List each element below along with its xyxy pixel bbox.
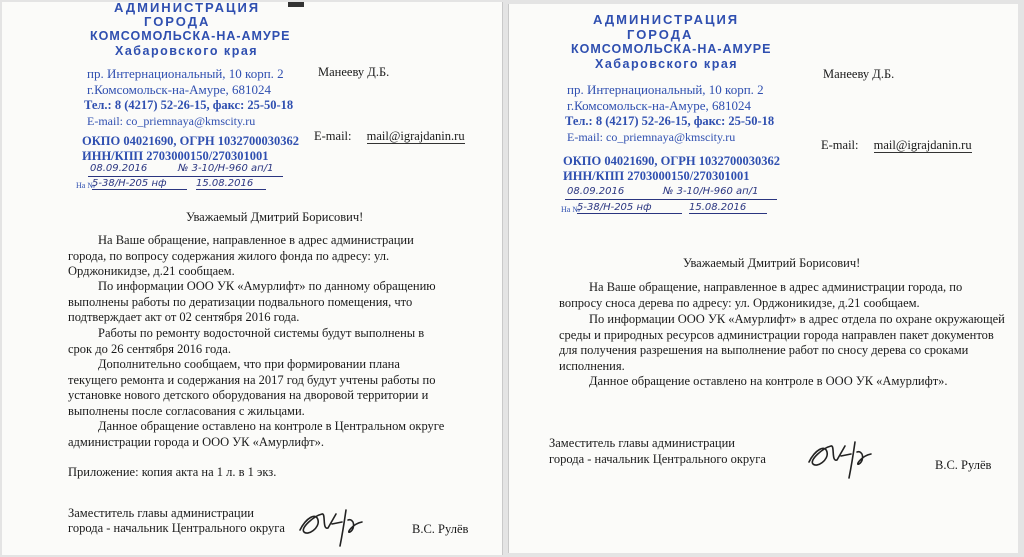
signer-title-1: Заместитель главы администрации [68,506,254,520]
ref-line [561,202,791,215]
ref-line [76,178,286,191]
salutation: Уважаемый Дмитрий Борисович! [683,256,861,270]
paragraph-1: На Ваше обращение, направленное в адрес администрации города, по вопросу сноса дерева по адресу: ул. Орджоникидзе, д.21 сообщаем. [559,280,963,310]
org-okpo: ОКПО 04021690, ОГРН 1032700030362 [563,154,781,168]
org-address2: г.Комсомольск-на-Амуре, 681024 [567,98,751,113]
org-inn: ИНН/КПП 2703000150/270301001 [82,149,269,163]
ref-date: 15.08.2016 [196,178,266,190]
reg-date: 08.09.2016 [90,163,148,174]
email-label: E-mail: [314,129,352,143]
signer-title-2: города - начальник Центрального округа [549,452,766,466]
signer-name: В.С. Рулёв [935,458,992,472]
paragraph-1: На Ваше обращение, направленное в адрес администрации города, по вопросу содержания жилого фонда по адресу: ул. Орджоникидзе, д.21 сообщаем. [68,233,414,278]
ref-number: 5-38/Н-205 нф [577,202,682,214]
org-address2: г.Комсомольск-на-Амуре, 681024 [87,82,271,97]
ref-label: На № [561,205,580,214]
scan-artifact [288,2,304,7]
org-phone: Тел.: 8 (4217) 52-26-15, факс: 25-50-18 [84,98,294,112]
org-name-line1: АДМИНИСТРАЦИЯ [114,2,261,15]
org-name-line3: КОМСОМОЛЬСКА-НА-АМУРЕ [571,42,772,56]
signer-name: В.С. Рулёв [412,522,469,536]
letter-page-left [2,2,502,555]
ref-number: 5-38/Н-205 нф [92,178,187,190]
reg-number: № 3-10/Н-960 ап/1 [178,163,274,174]
recipient-name: Манееву Д.Б. [823,67,895,81]
ref-label: На № [76,181,95,190]
paragraph-3: Данное обращение оставлено на контроле в ООО УК «Амурлифт». [589,374,948,388]
recipient-name: Манееву Д.Б. [318,65,390,79]
salutation: Уважаемый Дмитрий Борисович! [186,210,364,224]
org-inn: ИНН/КПП 2703000150/270301001 [563,169,750,183]
paragraph-2: По информации ООО УК «Амурлифт» в адрес отдела по охране окружающей среды и природных ресурсов администрации города направлен пакет документов для получения разрешения на выполнение работ по сносу дерева со сроками исполнения. [559,312,1005,373]
email-value: mail@igrajdanin.ru [366,129,465,143]
signer-title-1: Заместитель главы администрации [549,436,735,450]
org-name-line4: Хабаровского края [115,44,259,58]
org-name-line2: ГОРОДА [144,14,211,29]
org-okpo: ОКПО 04021690, ОГРН 1032700030362 [82,134,300,148]
org-email: E-mail: co_priemnaya@kmscity.ru [567,130,736,144]
reg-line [565,186,777,200]
org-address1: пр. Интернациональный, 10 корп. 2 [87,66,284,81]
reg-date: 08.09.2016 [567,186,625,197]
recipient-email-block [314,129,465,144]
recipient-email-block [821,138,972,153]
org-name-line3: КОМСОМОЛЬСКА-НА-АМУРЕ [90,29,291,43]
org-email: E-mail: co_priemnaya@kmscity.ru [87,114,256,128]
org-name-line4: Хабаровского края [595,57,739,71]
org-name-line2: ГОРОДА [627,27,694,42]
signer-title-2: города - начальник Центрального округа [68,521,285,535]
ref-date: 15.08.2016 [689,202,767,214]
paragraph-3: Работы по ремонту водосточной системы будут выполнены в срок до 26 сентября 2016 года. [68,326,425,356]
org-name-line1: АДМИНИСТРАЦИЯ [593,12,740,27]
reg-line [88,163,283,177]
paragraph-5: Данное обращение оставлено на контроле в Центральном округе администрации города и ООО УК «Амурлифт». [68,419,445,449]
email-label: E-mail: [821,138,859,152]
paragraph-2: По информации ООО УК «Амурлифт» по данному обращению выполнены работы по дератизации подвального помещения, что подтверждает акт от 02 сентября 2016 года. [68,279,436,324]
letter-page-right [509,4,1018,553]
email-value: mail@igrajdanin.ru [873,138,972,152]
org-phone: Тел.: 8 (4217) 52-26-15, факс: 25-50-18 [565,114,775,128]
signature-image [801,434,891,484]
signature-image [292,502,382,552]
org-address1: пр. Интернациональный, 10 корп. 2 [567,82,764,97]
paragraph-4: Дополнительно сообщаем, что при формировании плана текущего ремонта и содержания на 2017 год будут учтены работы по установке нового детского оборудования на дворовой территории и выполнены после согласования с жильцами. [68,357,436,418]
attachment-note: Приложение: копия акта на 1 л. в 1 экз. [68,465,277,479]
reg-number: № 3-10/Н-960 ап/1 [663,186,759,197]
